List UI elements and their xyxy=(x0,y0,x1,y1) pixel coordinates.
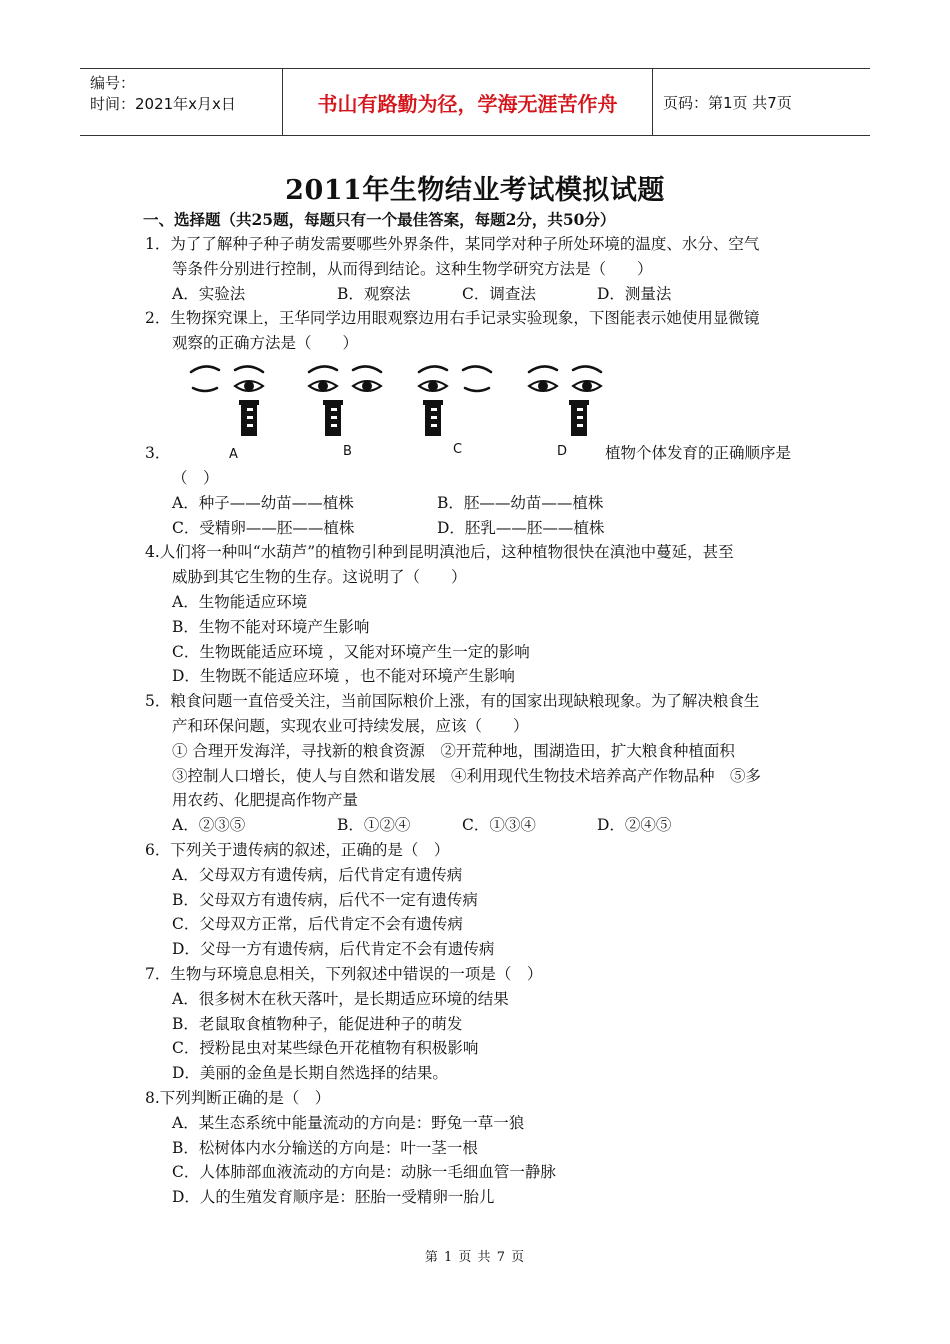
q7-option-c: C．授粉昆虫对某些绿色开花植物有积极影响 xyxy=(172,1039,479,1058)
q5-line3: ① 合理开发海洋，寻找新的粮食资源 ②开荒种地，围湖造田，扩大粮食种植面积 xyxy=(172,741,735,760)
header-date: 时间：2021年x月x日 xyxy=(90,95,236,113)
header-page: 页码：第1页 共7页 xyxy=(663,93,792,112)
q7-option-a: A．很多树木在秋天落叶，是长期适应环境的结果 xyxy=(172,989,509,1008)
q5-line1: 5．粮食问题一直倍受关注，当前国际粮价上涨，有的国家出现缺粮现象。为了解决粮食生 xyxy=(145,692,760,711)
q4-option-a: A．生物能适应环境 xyxy=(172,592,308,611)
section-heading: 一、选择题（共25题，每题只有一个最佳答案，每题2分，共50分） xyxy=(143,210,616,229)
q4-line1: 4.人们将一种叫“水葫芦”的植物引种到昆明滇池后，这种植物很快在滇池中蔓延，甚至 xyxy=(145,543,734,562)
q5-line5: 用农药、化肥提高作物产量 xyxy=(172,791,359,810)
q3-stem: 植物个体发育的正确顺序是 xyxy=(605,444,792,463)
page-title: 2011年生物结业考试模拟试题 xyxy=(285,175,665,206)
q2-figure-row xyxy=(145,356,825,466)
q1-option-a: A．实验法 xyxy=(172,284,246,303)
q5-option-d: D．②④⑤ xyxy=(597,816,672,835)
q3-option-a: A．种子——幼苗——植株 xyxy=(172,493,354,512)
q8-option-c: C．人体肺部血液流动的方向是：动脉一毛细血管一静脉 xyxy=(172,1163,556,1182)
q1-options xyxy=(145,282,825,307)
q1-line1: 1．为了了解种子种子萌发需要哪些外界条件，某同学对种子所处环境的温度、水分、空气 xyxy=(145,235,760,253)
q3-options-row1 xyxy=(145,491,825,516)
q4-option-b: B．生物不能对环境产生影响 xyxy=(172,617,370,636)
q5-line2: 产和环保问题，实现农业可持续发展，应该（ ） xyxy=(172,716,529,735)
q5-option-a: A．②③⑤ xyxy=(172,816,246,835)
q3-option-c: C．受精卵——胚——植株 xyxy=(172,518,355,537)
q6-line1: 6．下列关于遗传病的叙述，正确的是（ ） xyxy=(145,840,450,859)
figure-label-c: C xyxy=(453,441,463,457)
q8-option-d: D．人的生殖发育顺序是：胚胎一受精卵一胎儿 xyxy=(172,1188,495,1207)
q4-option-c: C．生物既能适应环境 ，又能对环境产生一定的影响 xyxy=(172,642,530,661)
q5-line4: ③控制人口增长，使人与自然和谐发展 ④利用现代生物技术培养高产作物品种 ⑤多 xyxy=(172,766,762,785)
q8-line1: 8.下列判断正确的是（ ） xyxy=(145,1088,331,1107)
q8-option-a: A．某生态系统中能量流动的方向是：野兔一草一狼 xyxy=(172,1113,525,1132)
q4-option-d: D．生物既不能适应环境 ，也不能对环境产生影响 xyxy=(172,667,515,686)
q6-option-c: C．父母双方正常，后代肯定不会有遗传病 xyxy=(172,915,463,934)
q3-option-b: B．胚——幼苗——植株 xyxy=(437,493,604,512)
q8-option-b: B．松树体内水分输送的方向是：叶一茎一根 xyxy=(172,1138,478,1157)
q3-line2: （ ） xyxy=(172,468,219,487)
header-meta xyxy=(80,69,283,135)
q7-option-d: D．美丽的金鱼是长期自然选择的结果。 xyxy=(172,1064,448,1083)
q1-line2: 等条件分别进行控制，从而得到结论。这种生物学研究方法是（ ） xyxy=(172,259,653,278)
q1-option-d: D．测量法 xyxy=(597,284,672,303)
figure-label-a: A xyxy=(229,446,238,462)
page-footer: 第 1 页 共 7 页 xyxy=(424,1250,526,1265)
q1-option-c: C．调查法 xyxy=(462,284,536,303)
q3-option-d: D．胚乳——胚——植株 xyxy=(437,518,605,537)
q2-line1: 2．生物探究课上，王华同学边用眼观察边用右手记录实验现象，下图能表示她使用显微镜 xyxy=(145,309,760,328)
q5-options xyxy=(145,813,825,838)
figure-label-b: B xyxy=(343,443,352,459)
q2-line2: 观察的正确方法是（ ） xyxy=(172,334,359,353)
q7-line1: 7．生物与环境息息相关，下列叙述中错误的一项是（ ） xyxy=(145,964,543,983)
q6-option-d: D．父母一方有遗传病，后代肯定不会有遗传病 xyxy=(172,940,495,959)
q3-number: 3． xyxy=(145,444,171,463)
q6-option-b: B．父母双方有遗传病，后代不一定有遗传病 xyxy=(172,890,478,909)
q7-option-b: B．老鼠取食植物种子，能促进种子的萌发 xyxy=(172,1014,463,1033)
q1-option-b: B．观察法 xyxy=(337,284,411,303)
page-header xyxy=(80,68,870,136)
header-number: 编号： xyxy=(90,74,136,92)
exam-content xyxy=(145,208,825,1210)
microscope-eyes-figure xyxy=(185,360,605,466)
q3-options-row2 xyxy=(145,516,825,541)
figure-label-d: D xyxy=(557,443,568,459)
q6-option-a: A．父母双方有遗传病，后代肯定有遗传病 xyxy=(172,865,463,884)
q4-line2: 威胁到其它生物的生存。这说明了（ ） xyxy=(172,568,467,587)
header-motto: 书山有路勤为径，学海无涯苦作舟 xyxy=(283,69,653,135)
q5-option-b: B．①②④ xyxy=(337,816,411,835)
q5-option-c: C．①③④ xyxy=(462,816,536,835)
